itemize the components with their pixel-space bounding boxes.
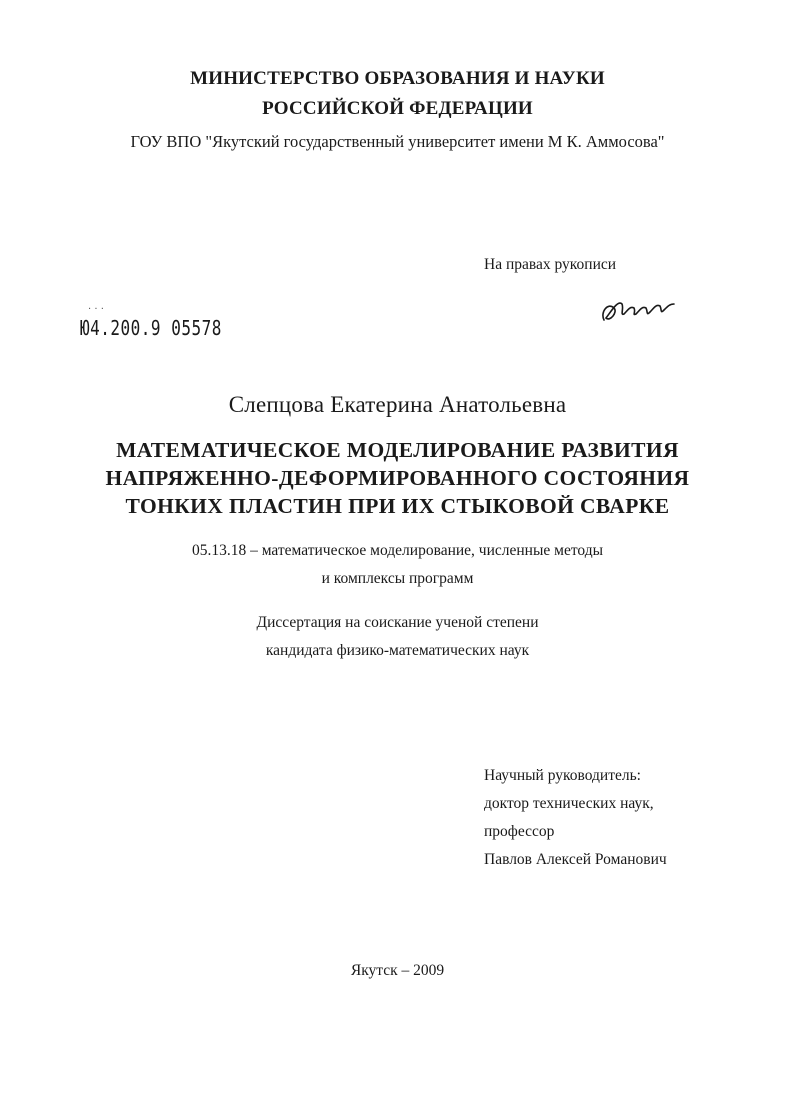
title-line-1: МАТЕМАТИЧЕСКОЕ МОДЕЛИРОВАНИЕ РАЗВИТИЯ (116, 438, 679, 462)
signature-icon (598, 290, 678, 330)
degree-line-1: Диссертация на соискание ученой степени (256, 614, 539, 631)
advisor-label: Научный руководитель: (484, 767, 641, 784)
advisor-rank: профессор (484, 823, 555, 840)
archive-marks: · · · (88, 304, 104, 315)
city-year: Якутск – 2009 (350, 962, 445, 979)
advisor-degree: доктор технических наук, (484, 795, 654, 812)
specialty-line-2: и комплексы программ (321, 570, 474, 587)
ministry-line-2: РОССИЙСКОЙ ФЕДЕРАЦИИ (262, 98, 533, 119)
specialty-line-1: 05.13.18 – математическое моделирование, численные методы (191, 542, 604, 559)
degree-line-2: кандидата физико-математических наук (265, 642, 530, 659)
ministry-line-1: МИНИСТЕРСТВО ОБРАЗОВАНИЯ И НАУКИ (190, 68, 605, 89)
author-name: Слепцова Екатерина Анатольевна (228, 392, 567, 417)
university-name: ГОУ ВПО "Якутский государственный университет имени М К. Аммосова" (130, 132, 665, 151)
archive-number: Ю4.200.9 05578 (80, 316, 222, 340)
rights-note: На правах рукописи (484, 256, 617, 273)
title-line-2: НАПРЯЖЕННО-ДЕФОРМИРОВАННОГО СОСТОЯНИЯ (105, 466, 690, 490)
title-line-3: ТОНКИХ ПЛАСТИН ПРИ ИХ СТЫКОВОЙ СВАРКЕ (125, 494, 670, 518)
advisor-name: Павлов Алексей Романович (484, 851, 667, 868)
